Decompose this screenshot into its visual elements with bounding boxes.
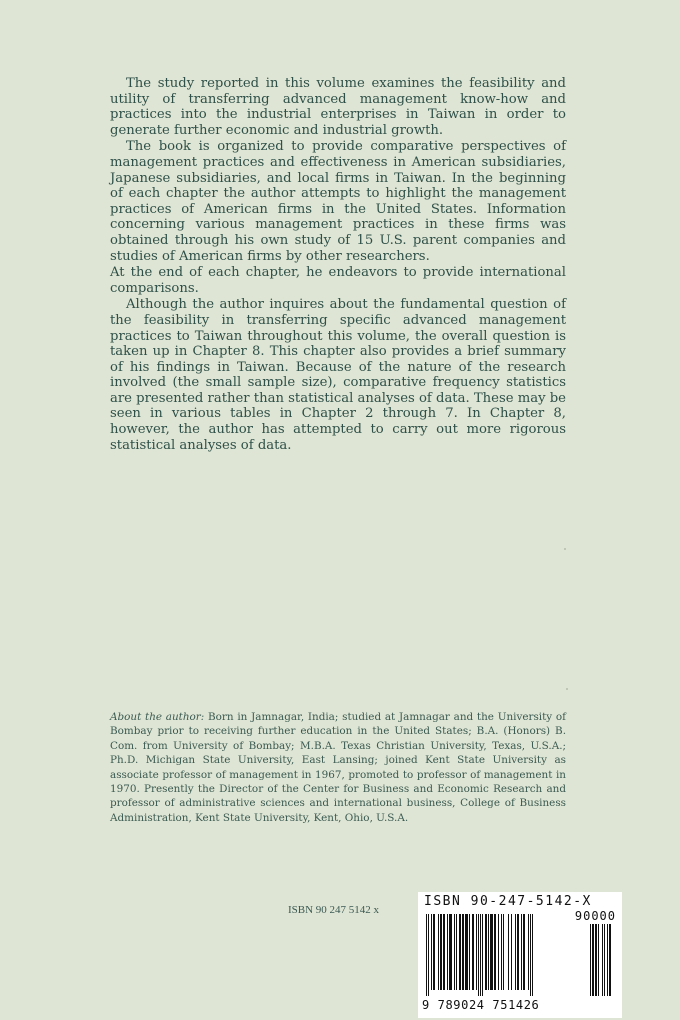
paper-speck <box>566 688 568 690</box>
barcode-bar <box>604 924 605 996</box>
about-author-text: Born in Jamnagar, India; studied at Jamnagar and the University of Bombay prior to receiving further education in the United States; B.A. (Honors) B. Com. from University of Bombay; M.B.A. Texas Christian University, Texas, U.S.A.; Ph.D. Michigan State University, East Lansing; joined Kent State University as associate professor of management in 1967, promoted to professor of management in 1970. Presently the Director of the Center for Business and Economic Research and professor of administrative sciences and international business, College of Business Administration, Kent State University, Kent, Ohio, U.S.A. <box>110 711 566 824</box>
barcode-bar <box>433 914 435 990</box>
barcode-bar <box>478 914 479 996</box>
barcode-bar <box>459 914 461 990</box>
barcode-ean-number: 9 789024 751426 <box>422 998 540 1012</box>
barcode-bar <box>602 924 603 996</box>
barcode-bar <box>443 914 445 990</box>
back-cover-blurb <box>110 76 566 454</box>
barcode-bar <box>590 924 591 996</box>
barcode-bar <box>515 914 516 990</box>
blurb-paragraph: At the end of each chapter, he endeavors to provide international comparisons. <box>110 265 566 296</box>
barcode-isbn-label: ISBN 90-247-5142-X <box>424 894 592 909</box>
blurb-paragraph: The book is organized to provide comparative perspectives of management practices and effectiveness in American subsidiaries, Japanese subsidiaries, and local firms in Taiwan. In the beginning of each chapter the author attempts to highlight the management practices of American firms in the United States. Information concerning various management practices in these firms was obtained through his own study of 15 U.S. parent companies and studies of American firms by other researchers. <box>110 139 566 264</box>
barcode-bar <box>462 914 464 990</box>
barcode-bar <box>494 914 496 990</box>
barcode-bar <box>485 914 487 990</box>
barcode-bar <box>438 914 439 990</box>
barcode-bar <box>528 914 529 990</box>
about-author-lead: About the author: <box>110 711 205 723</box>
barcode-bar <box>428 914 429 996</box>
barcode-bar <box>456 914 457 990</box>
barcode-bar <box>431 914 432 990</box>
barcode-bar <box>609 924 611 996</box>
paper-speck <box>564 548 566 550</box>
barcode-bar <box>440 914 442 990</box>
barcode-bar <box>490 914 493 990</box>
blurb-paragraph: Although the author inquires about the fundamental question of the feasibility in transferring specific advanced management practices to Taiwan throughout this volume, the overall question is taken up in Chapter 8. This chapter also provides a brief summary of his findings in Taiwan. Because of the nature of the research involved (the small sample size), comparative frequency statistics are presented rather than statistical analyses of data. These may be seen in various tables in Chapter 2 through 7. In Chapter 8, however, the author has attempted to carry out more rigorous statistical analyses of data. <box>110 297 566 453</box>
isbn-line: ISBN 90 247 5142 x <box>288 904 380 916</box>
barcode-bar <box>501 914 502 990</box>
barcode-bar <box>447 914 448 990</box>
barcode-addon-bars <box>590 924 616 996</box>
barcode-bar <box>598 924 599 996</box>
about-the-author <box>110 710 566 825</box>
barcode-bar <box>592 924 594 996</box>
barcode-bar <box>426 914 427 996</box>
barcode-bar <box>498 914 499 990</box>
barcode-panel <box>418 892 622 1018</box>
barcode-bar <box>469 914 470 990</box>
barcode-bar <box>454 914 455 990</box>
barcode-bar <box>595 924 597 996</box>
barcode-bar <box>508 914 509 990</box>
barcode-bar <box>517 914 519 990</box>
barcode-bar <box>465 914 468 990</box>
barcode-bar <box>476 914 477 990</box>
barcode-main-bars <box>426 914 586 996</box>
blurb-paragraph: The study reported in this volume examines the feasibility and utility of transferring advanced management know-how and practices into the industrial enterprises in Taiwan in order to generate further economic and industrial growth. <box>110 76 566 138</box>
barcode-addon-number: 90000 <box>574 909 616 923</box>
barcode-bar <box>503 914 504 990</box>
barcode-bar <box>472 914 474 990</box>
barcode-bar <box>511 914 512 990</box>
barcode-bar <box>532 914 533 996</box>
barcode-bar <box>480 914 481 996</box>
barcode-bar <box>607 924 608 996</box>
barcode-bar <box>449 914 452 990</box>
barcode-bar <box>482 914 483 996</box>
barcode-bar <box>521 914 522 990</box>
barcode-bar <box>523 914 525 990</box>
barcode-bar <box>488 914 489 990</box>
barcode-bar <box>530 914 531 996</box>
